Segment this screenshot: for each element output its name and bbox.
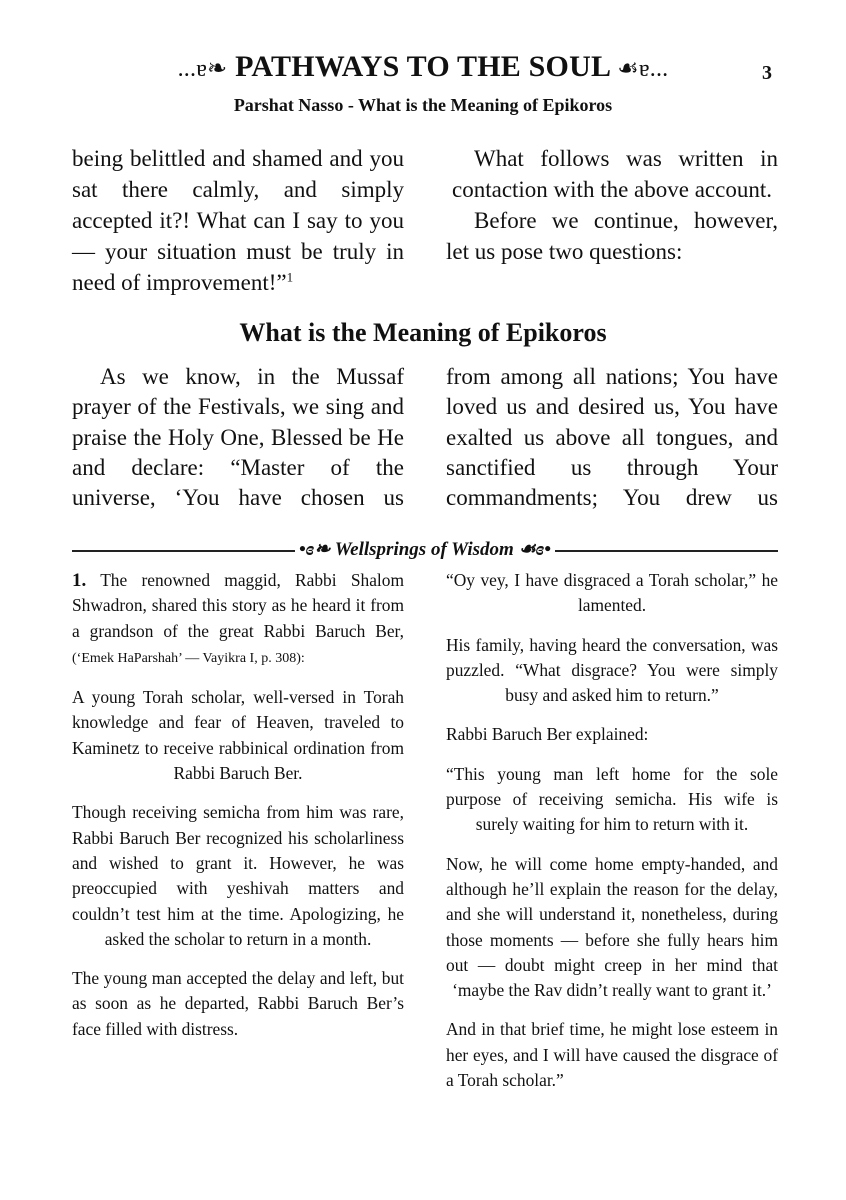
footnote-number: 1. — [72, 570, 87, 591]
intro-paragraph: Before we continue, however, let us pose two questions: — [446, 208, 778, 264]
footnote-left-column — [72, 568, 404, 1056]
divider-label: •ɞ❧ Wellsprings of Wisdom ☙ɞ• — [295, 539, 555, 560]
ornament-right-icon: ☙ɐ... — [617, 56, 669, 82]
footnote-paragraph: Though receiving semicha from him was rare, Rabbi Baruch Ber recognized his scholarliness and wished to grant it. However, he was preoccupied with yeshivah matters and couldn’t test him at the time. Apologizing, he asked the scholar to return in a month. — [72, 802, 404, 949]
footnote-paragraph: Now, he will come home empty-handed, and although he’ll explain the reason for the delay, and she will understand it, nonetheless, during those moments — before she fully hears him out — doubt might creep in her mind that ‘maybe the Rav didn’t really want to grant it.’ — [446, 853, 778, 1001]
section-paragraph: As we know, in the Mussaf prayer of the Festivals, we sing and praise the Holy One, Blessed be He and declare: “Master of the universe, ‘You have chosen us — [72, 364, 404, 511]
section-right-column — [446, 362, 778, 513]
footnote-paragraph: “Oy vey, I have disgraced a Torah scholar,” he lamented. — [446, 570, 778, 616]
divider-label-text: Wellsprings of Wisdom — [334, 539, 514, 560]
footnote-paragraph: And in that brief time, he might lose esteem in her eyes, and I will have caused the disgrace of a Torah scholar.” — [446, 1019, 778, 1091]
page-number: 3 — [762, 62, 772, 84]
footnote-source: (‘Emek HaParshah’ — Vayikra I, p. 308): — [72, 650, 305, 666]
intro-paragraph: What follows was written in contaction with the above account. — [452, 146, 778, 202]
footnote-paragraph — [72, 568, 404, 671]
footnote-paragraph: The young man accepted the delay and left, but as soon as he departed, Rabbi Baruch Ber’s face filled with distress. — [72, 968, 404, 1039]
intro-left-column — [72, 143, 404, 298]
divider-label-wrap — [72, 538, 778, 561]
footnote-paragraph: “This young man left home for the sole purpose of receiving semicha. His wife is surely waiting for him to return with it. — [446, 763, 778, 835]
book-title: PATHWAYS TO THE SOUL — [235, 50, 610, 83]
running-title — [0, 50, 846, 84]
section-left-column — [72, 362, 404, 513]
intro-paragraph — [72, 143, 404, 298]
footnote-text: The renowned maggid, Rabbi Shalom Shwadron, shared this story as he heard it from a grandson of the great Rabbi Baruch Ber, — [72, 570, 404, 641]
footnote-paragraph: His family, having heard the conversation, was puzzled. “What disgrace? You were simply busy and asked him to return.” — [446, 634, 778, 706]
ornament-left-icon: ...ɐ❧ — [177, 56, 228, 82]
footnote-paragraph: A young Torah scholar, well-versed in Torah knowledge and fear of Heaven, traveled to Kaminetz to receive rabbinical ordination from Rabbi Baruch Ber. — [72, 687, 404, 784]
section-heading: What is the Meaning of Epikoros — [239, 318, 607, 347]
footnote-divider — [72, 540, 778, 562]
footnote-paragraph: Rabbi Baruch Ber explained: — [446, 724, 649, 745]
footnote-ref[interactable]: 1 — [286, 269, 294, 285]
intro-text: being belittled and shamed and you sat there calmly, and simply accepted it?! What can I say to you — your situation must be truly in need of improvement!” — [72, 146, 404, 295]
section-paragraph: from among all nations; You have loved us and desired us, You have exalted us above all tongues, and sanctified us through Your commandments; You drew us — [446, 364, 778, 511]
chapter-subtitle: Parshat Nasso - What is the Meaning of Epikoros — [233, 95, 613, 115]
footnote-right-column — [446, 568, 778, 1107]
intro-right-column — [446, 143, 778, 267]
